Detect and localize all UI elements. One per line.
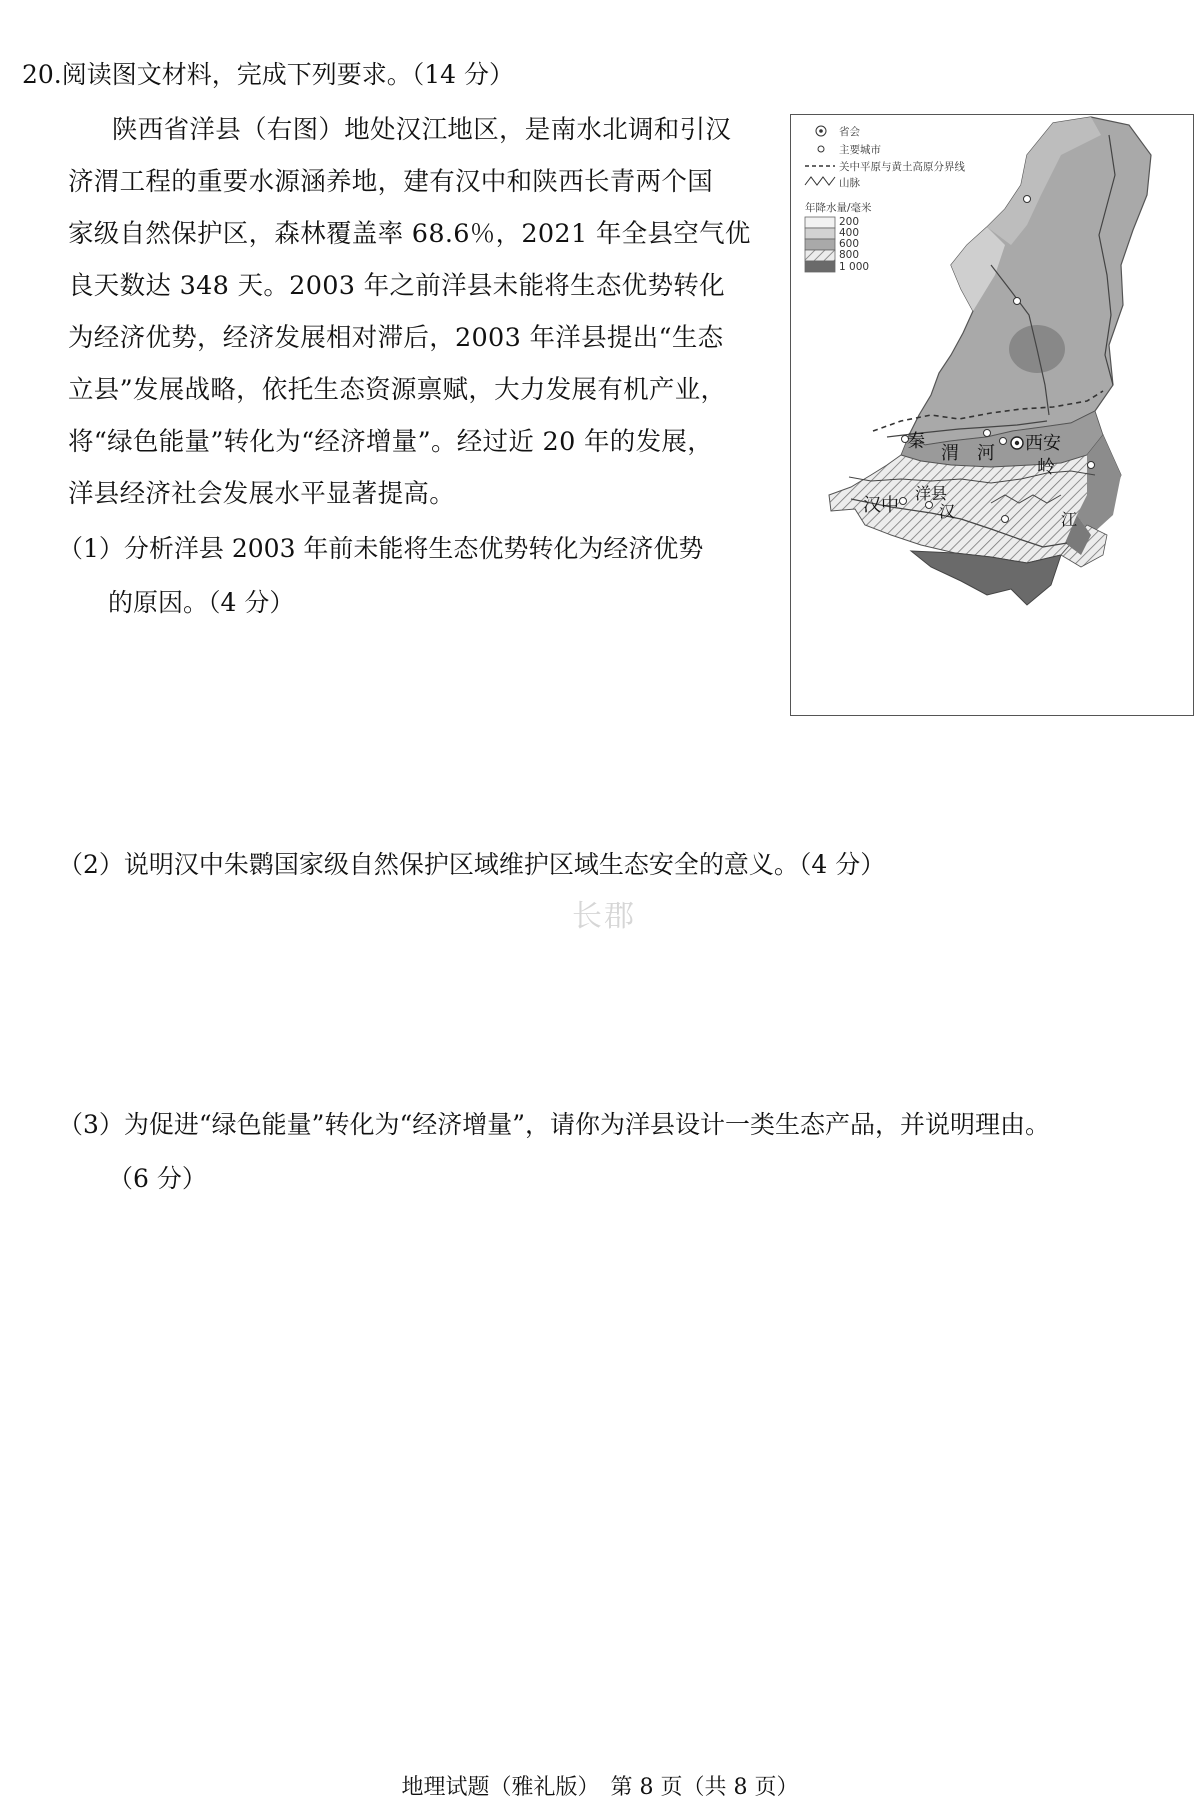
page-footer: 地理试题（雅礼版） 第 8 页（共 8 页） — [401, 1775, 799, 1800]
paragraph-line: 陕西省洋县（右图）地处汉江地区，是南水北调和引汉 — [112, 115, 732, 145]
label-xian: 西安 — [1025, 433, 1061, 454]
question-title: 20.阅读图文材料，完成下列要求。（14 分） — [22, 60, 515, 89]
city-marker-icon — [1014, 298, 1021, 305]
shaanxi-precipitation-map — [790, 114, 1194, 716]
paragraph-line: 家级自然保护区，森林覆盖率 68.6％，2021 年全县空气优 — [68, 219, 751, 249]
legend-mountain: 山脉 — [839, 177, 860, 189]
label-wei: 渭 — [941, 443, 959, 464]
city-marker-icon — [984, 430, 991, 437]
city-symbol-icon — [818, 146, 824, 152]
paragraph-line: 济渭工程的重要水源涵养地，建有汉中和陕西长青两个国 — [68, 167, 714, 197]
hanzhong-city-icon — [900, 498, 907, 505]
legend-boundary: 关中平原与黄土高原分界线 — [839, 161, 965, 173]
label-yangxian: 洋县 — [915, 484, 948, 503]
label-ling: 岭 — [1037, 457, 1055, 478]
subquestion-1-cont: 的原因。（4 分） — [108, 588, 295, 617]
legend-city: 主要城市 — [839, 144, 881, 156]
legend-capital: 省会 — [839, 126, 860, 138]
legend-level: 200 — [839, 216, 860, 228]
paragraph-line: 良天数达 348 天。2003 年之前洋县未能将生态优势转化 — [68, 271, 725, 301]
label-he: 河 — [977, 443, 995, 464]
map-svg — [791, 115, 1195, 717]
mountain-symbol-icon — [805, 177, 835, 185]
paragraph-line: 洋县经济社会发展水平显著提高。 — [68, 479, 456, 509]
subquestion-3: （3）为促进“绿色能量”转化为“经济增量”，请你为洋县设计一类生态产品，并说明理由。 — [58, 1110, 1051, 1139]
legend-level: 800 — [839, 249, 860, 261]
paragraph-line: 立县”发展战略，依托生态资源禀赋，大力发展有机产业， — [68, 375, 727, 405]
label-qin: 秦 — [907, 431, 925, 452]
watermark: 长郡 — [572, 899, 636, 934]
province-regions — [829, 117, 1151, 605]
paragraph-line: 为经济优势，经济发展相对滞后，2003 年洋县提出“生态 — [68, 323, 724, 353]
city-marker-icon — [1024, 196, 1031, 203]
map-legend — [805, 125, 965, 273]
label-jiang: 江 — [1061, 510, 1078, 529]
city-marker-icon — [1002, 516, 1009, 523]
city-marker-icon — [1088, 462, 1095, 469]
subquestion-2: （2）说明汉中朱鹮国家级自然保护区域维护区域生态安全的意义。（4 分） — [58, 850, 886, 879]
city-marker-icon — [1000, 438, 1007, 445]
subquestion-1: （1）分析洋县 2003 年前未能将生态优势转化为经济优势 — [58, 534, 704, 563]
label-hanzhong: 汉中 — [863, 495, 899, 516]
subquestion-3-cont: （6 分） — [108, 1164, 207, 1193]
legend-level: 600 — [839, 238, 860, 250]
legend-level: 400 — [839, 227, 860, 239]
paragraph-line: 将“绿色能量”转化为“经济增量”。经过近 20 年的发展， — [68, 427, 714, 457]
legend-precip-title: 年降水量/毫米 — [805, 202, 872, 214]
legend-level: 1 000 — [839, 261, 870, 273]
label-han: 汉 — [939, 502, 956, 521]
